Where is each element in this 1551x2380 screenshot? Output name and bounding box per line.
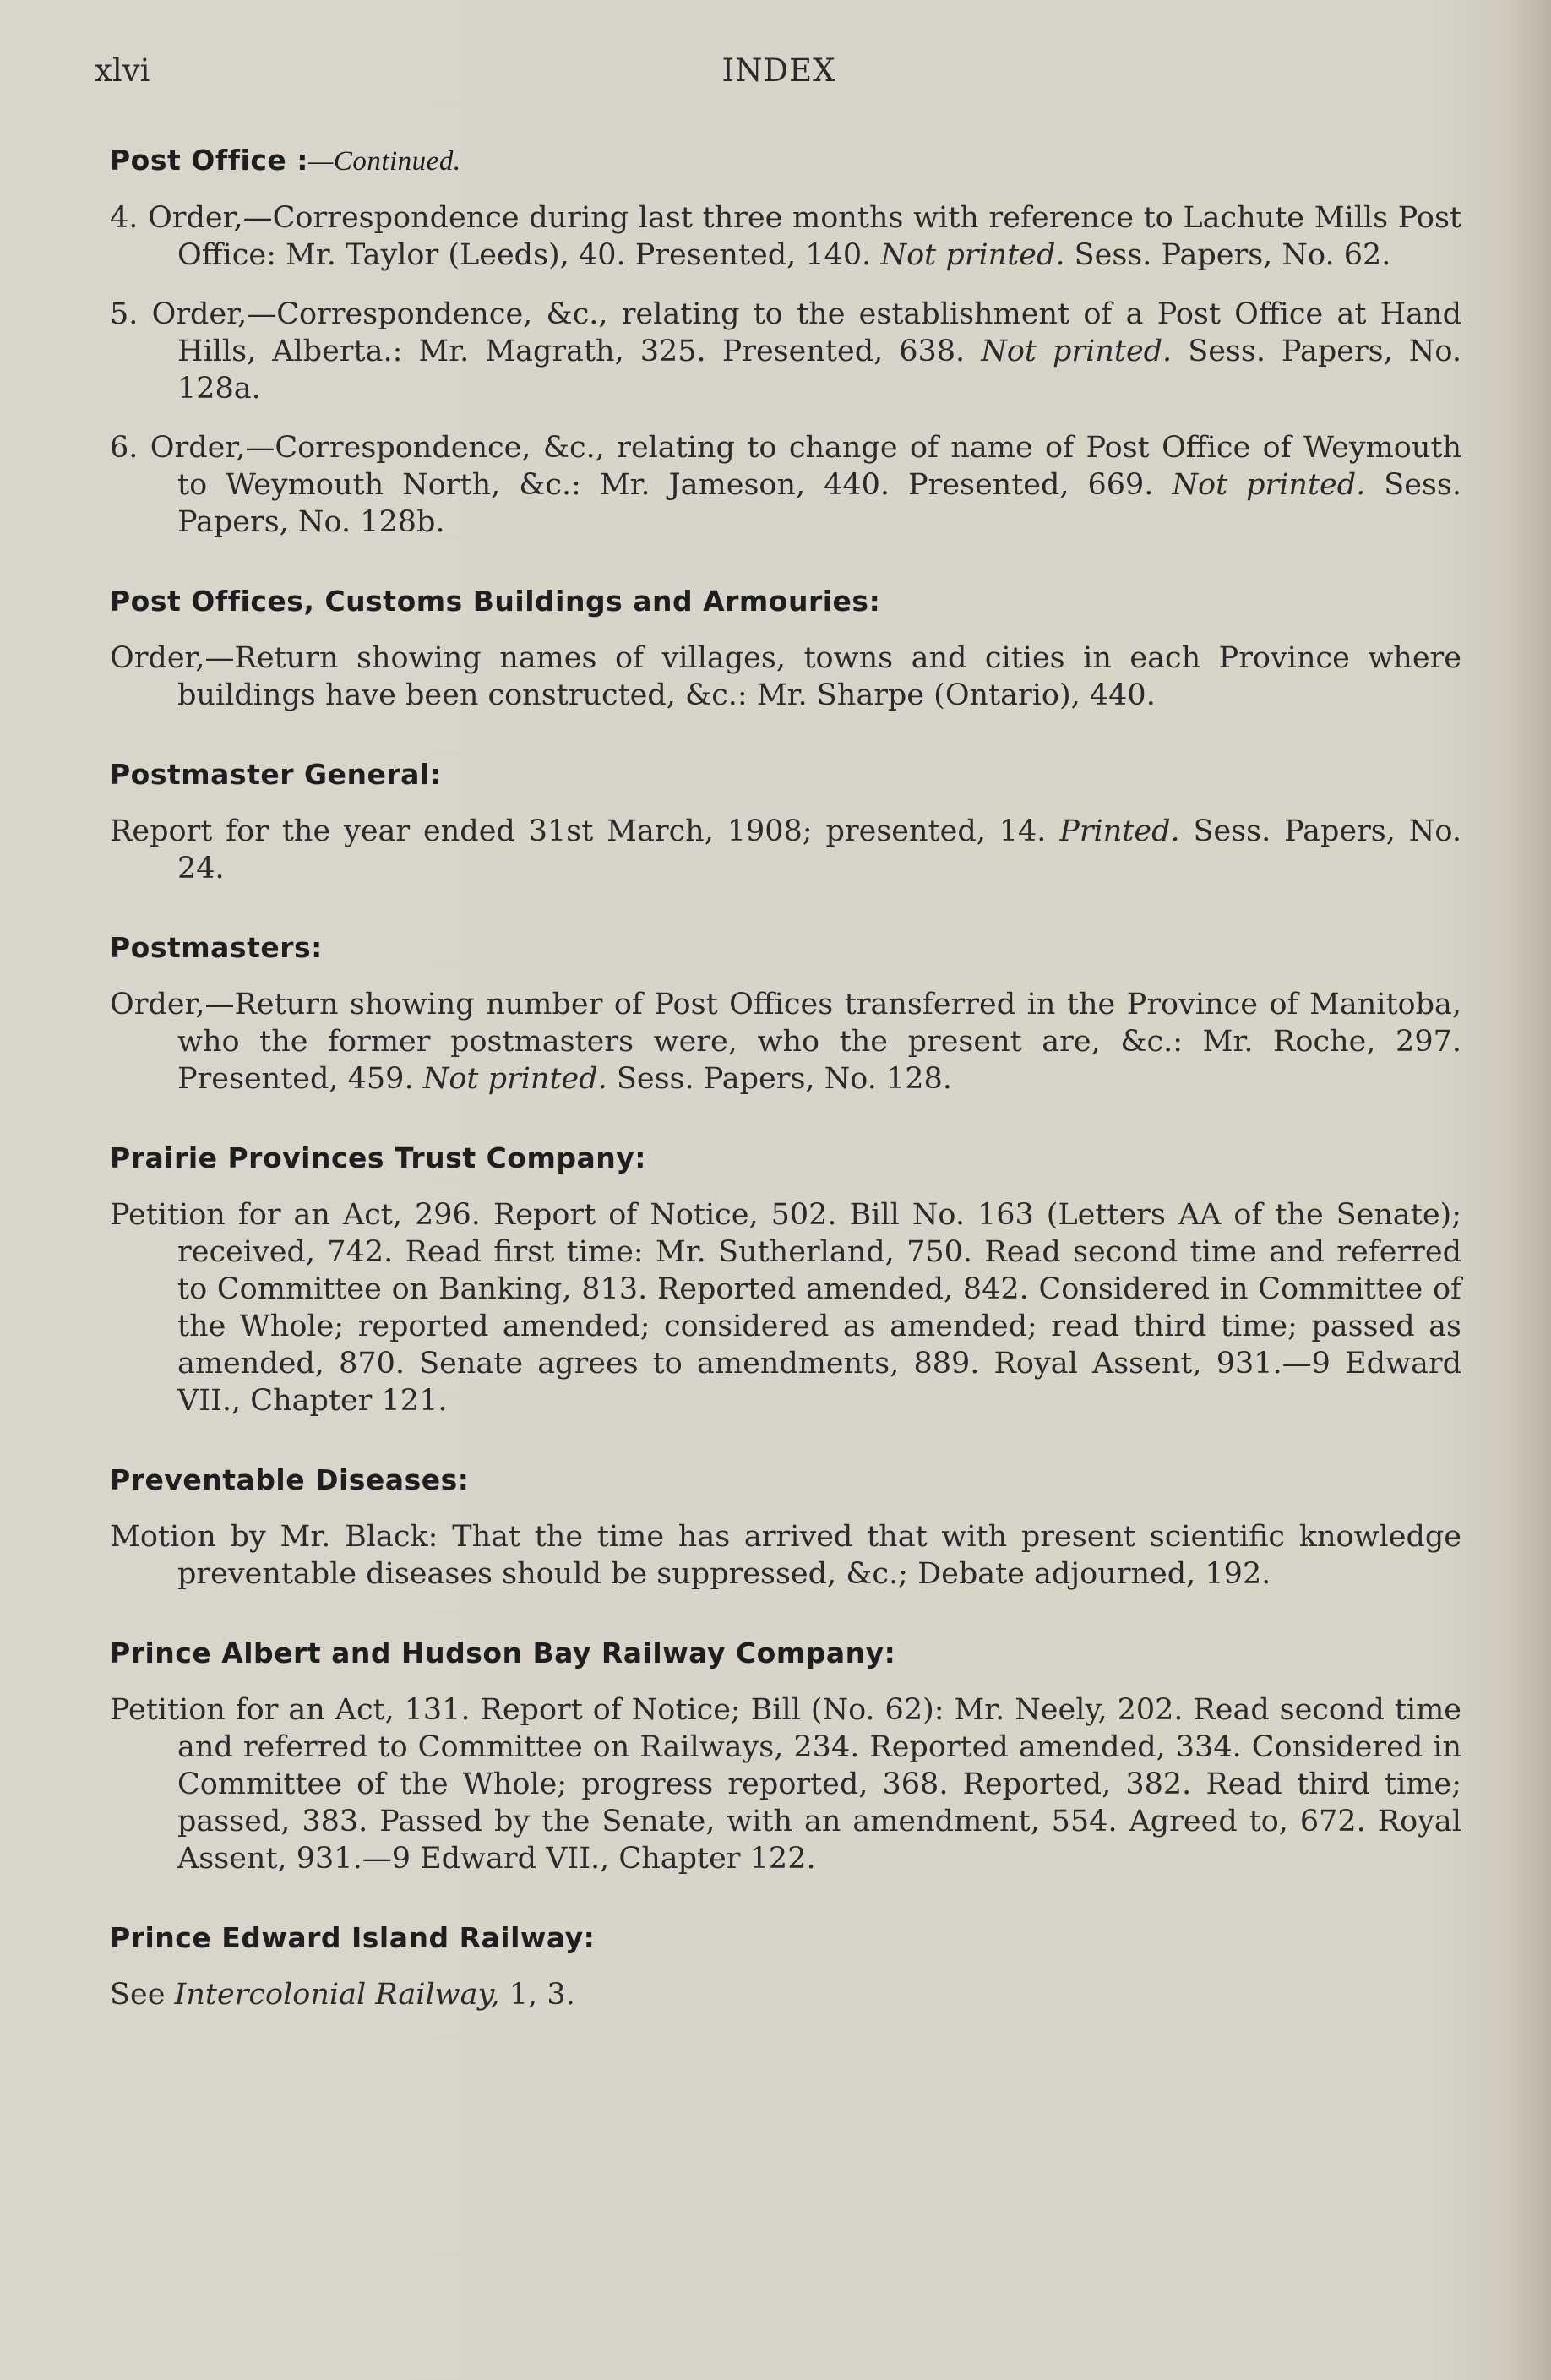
entry-text-tail: Sess. Papers, No. 128.	[607, 1062, 952, 1096]
page-number: xlvi	[95, 52, 150, 89]
section-heading-text: Postmaster General:	[110, 758, 442, 791]
index-entry	[110, 986, 1461, 1097]
index-entries	[110, 144, 1461, 2057]
entry-text-tail: Sess. Papers, No. 24.	[177, 814, 1461, 885]
index-section	[110, 758, 1461, 887]
entry-italic-text: Not printed.	[880, 238, 1065, 272]
index-entry	[110, 1691, 1461, 1877]
section-heading-text: Prince Edward Island Railway:	[110, 1921, 596, 1954]
entry-text: 6. Order,—Correspondence, &c., relating to change of name of Post Office of Weymouth to Weymouth North, &c.: Mr. Jameson, 440. Presented, 669.	[110, 431, 1461, 502]
entry-text: Motion by Mr. Black: That the time has arrived that with present scientific knowledge preventable diseases should be suppressed, &c.; Debate adjourned, 192.	[110, 1520, 1461, 1591]
index-section	[110, 585, 1461, 714]
entry-italic-text: Intercolonial Railway,	[174, 1978, 500, 2012]
index-entry	[110, 1518, 1461, 1593]
section-heading	[110, 1921, 1461, 1954]
section-heading-text: Preventable Diseases:	[110, 1463, 470, 1496]
entry-text: Order,—Return showing number of Post Offices transferred in the Province of Manitoba, who the former postmasters were, who the present are, &c.: Mr. Roche, 297. Presented, 459.	[110, 988, 1461, 1096]
section-heading	[110, 1463, 1461, 1496]
index-section	[110, 1141, 1461, 1419]
section-heading-text: Post Office :	[110, 144, 308, 177]
entry-italic-text: Not printed.	[1172, 468, 1366, 502]
section-heading	[110, 585, 1461, 618]
index-entry	[110, 199, 1461, 274]
entry-text-tail: 1, 3.	[499, 1978, 575, 2012]
entry-text: See	[110, 1978, 175, 2012]
entry-text: Report for the year ended 31st March, 1908; presented, 14.	[110, 814, 1060, 848]
entry-text: Petition for an Act, 131. Report of Notice; Bill (No. 62): Mr. Neely, 202. Read second time and referred to Committee on Railways, 234. Reported amended, 334. Considered in Committee of the Whole; progress reported, 368. Reported, 382. Read third time; passed, 383. Passed by the Senate, with an amendment, 554. Agreed to, 672. Royal Assent, 931.—9 Edward VII., Chapter 122.	[110, 1693, 1461, 1876]
entry-text: 4. Order,—Correspondence during last three months with reference to Lachute Mills Post Office: Mr. Taylor (Leeds), 40. Presented, 140.	[110, 201, 1461, 272]
index-entry	[110, 296, 1461, 407]
entry-text: 5. Order,—Correspondence, &c., relating to the establishment of a Post Office at Hand Hills, Alberta.: Mr. Magrath, 325. Presented, 638.	[110, 297, 1461, 368]
running-head	[95, 52, 1463, 95]
index-entry	[110, 1976, 1461, 2013]
entry-text-tail: Sess. Papers, No. 62.	[1064, 238, 1391, 272]
index-section	[110, 1637, 1461, 1877]
section-heading-text: Postmasters:	[110, 931, 323, 964]
entry-italic-text: Printed.	[1059, 814, 1180, 848]
section-heading-text: Post Offices, Customs Buildings and Armouries:	[110, 585, 881, 618]
entry-text: Order,—Return showing names of villages, towns and cities in each Province where buildings have been constructed, &c.: Mr. Sharpe (Ontario), 440.	[110, 641, 1461, 712]
index-section	[110, 144, 1461, 541]
section-heading	[110, 1637, 1461, 1669]
section-heading-text: Prince Albert and Hudson Bay Railway Company:	[110, 1637, 896, 1669]
index-entry	[110, 429, 1461, 541]
entry-text-tail: Sess. Papers, No. 128b.	[177, 468, 1461, 539]
index-section	[110, 1463, 1461, 1593]
index-entry	[110, 813, 1461, 887]
section-heading	[110, 758, 1461, 791]
section-heading	[110, 931, 1461, 964]
index-entry	[110, 1196, 1461, 1419]
entry-italic-text: Not printed.	[981, 335, 1173, 368]
entry-text: Petition for an Act, 296. Report of Notice, 502. Bill No. 163 (Letters AA of the Senate); received, 742. Read first time: Mr. Sutherland, 750. Read second time and referred to Committee on Banking, 813. Reported amended, 842. Considered in Committee of the Whole; reported amended; considered as amended; read third time; passed as amended, 870. Senate agrees to amendments, 889. Royal Assent, 931.—9 Edward VII., Chapter 121.	[110, 1198, 1461, 1418]
section-heading-text: Prairie Provinces Trust Company:	[110, 1141, 646, 1174]
index-section	[110, 1921, 1461, 2013]
index-section	[110, 931, 1461, 1097]
section-heading	[110, 1141, 1461, 1174]
entry-text-tail: Sess. Papers, No. 128a.	[177, 335, 1461, 406]
page-title: INDEX	[721, 52, 836, 89]
section-heading	[110, 144, 1461, 177]
entry-italic-text: Not printed.	[422, 1062, 607, 1096]
section-heading-continued: —Continued.	[307, 146, 461, 177]
index-entry	[110, 640, 1461, 714]
